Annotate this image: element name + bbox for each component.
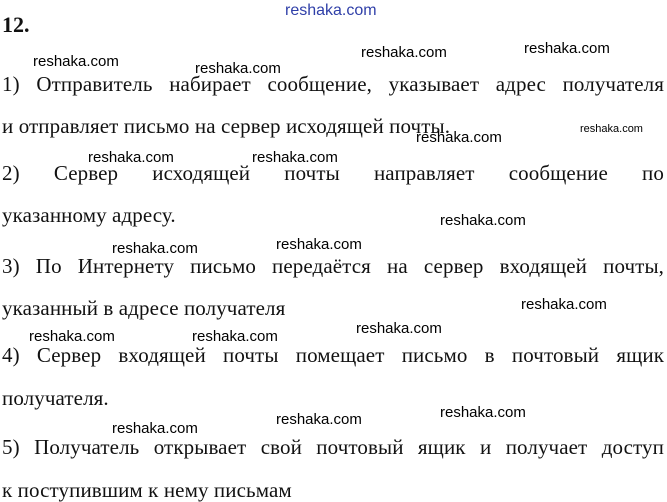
- watermark: reshaka.com: [33, 53, 119, 70]
- step-3-line-1: 3) По Интернету письмо передаётся на сервер входящей почты,: [2, 254, 664, 278]
- watermark: reshaka.com: [285, 2, 377, 19]
- exercise-number: 12.: [2, 12, 30, 37]
- watermark: reshaka.com: [356, 320, 442, 337]
- watermark: reshaka.com: [440, 404, 526, 421]
- watermark: reshaka.com: [88, 149, 174, 166]
- step-2-line-1: 2) Сервер исходящей почты направляет сообщение по: [2, 161, 664, 185]
- watermark: reshaka.com: [580, 123, 643, 135]
- watermark: reshaka.com: [440, 212, 526, 229]
- watermark: reshaka.com: [416, 129, 502, 146]
- step-1-line-2: и отправляет письмо на сервер исходящей почты.: [2, 114, 451, 138]
- step-3-line-2: указанный в адресе получателя: [2, 296, 286, 320]
- watermark: reshaka.com: [276, 411, 362, 428]
- step-1-line-1: 1) Отправитель набирает сообщение, указывает адрес получателя: [2, 72, 664, 96]
- step-5-line-2: к поступившим к нему письмам: [2, 478, 292, 502]
- step-5-line-1: 5) Получатель открывает свой почтовый ящик и получает доступ: [2, 435, 664, 459]
- watermark: reshaka.com: [112, 240, 198, 257]
- watermark: reshaka.com: [252, 149, 338, 166]
- watermark: reshaka.com: [29, 328, 115, 345]
- step-4-line-1: 4) Сервер входящей почты помещает письмо в почтовый ящик: [2, 343, 664, 367]
- step-2-line-2: указанному адресу.: [2, 203, 176, 227]
- watermark: reshaka.com: [276, 236, 362, 253]
- watermark: reshaka.com: [112, 420, 198, 437]
- watermark: reshaka.com: [361, 44, 447, 61]
- step-4-line-2: получателя.: [2, 386, 109, 410]
- watermark: reshaka.com: [192, 328, 278, 345]
- watermark: reshaka.com: [524, 40, 610, 57]
- watermark: reshaka.com: [521, 296, 607, 313]
- watermark: reshaka.com: [195, 60, 281, 77]
